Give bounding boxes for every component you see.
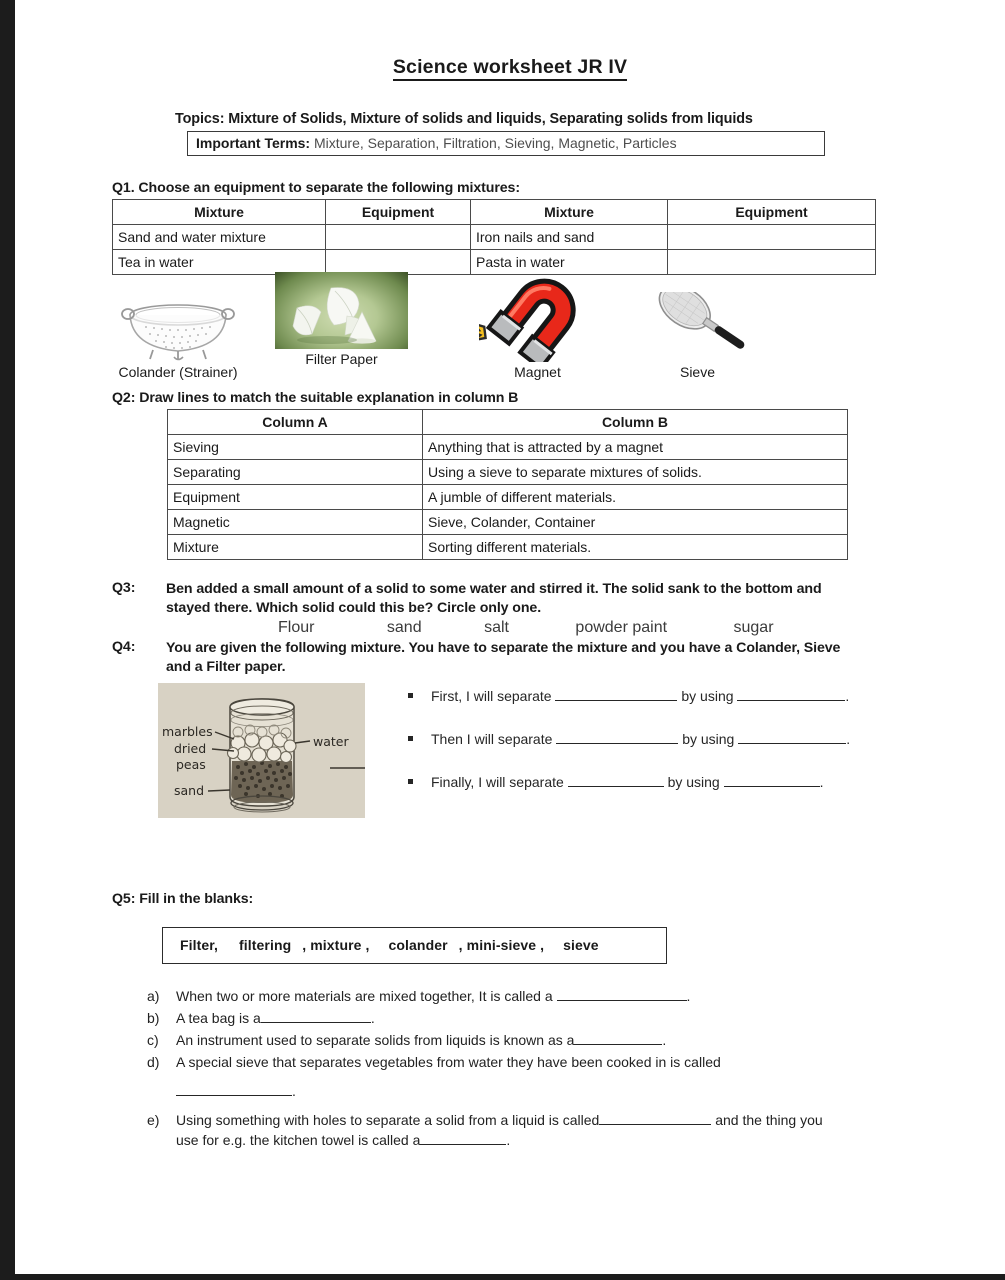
q1-mixture-cell: Tea in water [113, 250, 326, 275]
q5-word-bank [162, 927, 667, 964]
equipment-image-row [15, 284, 1005, 388]
q4-answer-lines [408, 688, 850, 817]
q1-table [112, 199, 876, 275]
item-text: A tea bag is a [176, 1010, 261, 1026]
q4-bullet-pre: Finally, I will separate [431, 774, 564, 790]
word-bank-term[interactable]: , mini-sieve , [458, 937, 545, 953]
bullet-square-icon [408, 779, 413, 784]
q4-bullet-pre: Then I will separate [431, 731, 553, 747]
q2-table [167, 409, 848, 560]
item-letter: a) [147, 988, 160, 1004]
table-header-row [113, 200, 876, 225]
q3-choice[interactable]: Flour [278, 619, 315, 636]
q2-term-cell[interactable]: Sieving [168, 435, 423, 460]
q2-definition-cell[interactable]: A jumble of different materials. [423, 485, 848, 510]
q4-blank-input[interactable] [555, 700, 677, 701]
scan-edge-left [0, 0, 15, 1280]
q5-heading: Q5: Fill in the blanks: [112, 891, 254, 907]
list-item [147, 1008, 936, 1028]
q2-heading: Q2: Draw lines to match the suitable explanation in column B [112, 390, 519, 406]
q4-line-1: You are given the following mixture. You have to separate the mixture and you have a Colander, Sieve [166, 640, 841, 656]
q2-term-cell[interactable]: Mixture [168, 535, 423, 560]
sieve-icon [625, 284, 770, 362]
item-letter: e) [147, 1112, 160, 1128]
scan-edge-bottom [0, 1274, 1005, 1280]
word-bank-term[interactable]: Filter, [180, 937, 219, 953]
equipment-caption: Magnet [514, 364, 561, 380]
item-text: When two or more materials are mixed together, It is called a [176, 988, 557, 1004]
bullet-square-icon [408, 736, 413, 741]
q5-blank-input[interactable] [557, 1000, 687, 1001]
item-text-end: . [506, 1132, 511, 1148]
q3-choice[interactable]: sugar [733, 619, 774, 636]
item-text: An instrument used to separate solids from liquids is known as a [176, 1032, 575, 1048]
q2-definition-cell[interactable]: Sorting different materials. [423, 535, 848, 560]
q4-bullet-end: . [845, 688, 850, 704]
q1-equipment-answer-cell[interactable] [668, 250, 876, 275]
item-text-line-2 [176, 1130, 936, 1150]
q2-col-header: Column A [168, 410, 423, 435]
q1-equipment-answer-cell[interactable] [326, 225, 471, 250]
q4-bullet-pre: First, I will separate [431, 688, 552, 704]
table-row[interactable] [168, 460, 848, 485]
q3-block [112, 580, 1005, 618]
colander-icon [103, 284, 253, 362]
q4-bullet-row [408, 774, 850, 790]
table-row [113, 250, 876, 275]
q4-bullet-row [408, 688, 850, 704]
q4-line-2: and a Filter paper. [166, 659, 286, 675]
q3-choices [166, 619, 1005, 637]
list-item [147, 1030, 936, 1050]
q3-choice[interactable]: salt [484, 619, 509, 636]
q5-blank-input[interactable] [176, 1095, 292, 1096]
item-text: Using something with holes to separate a solid from a liquid is called [176, 1112, 600, 1128]
q4-text [166, 639, 966, 677]
q1-mixture-cell: Iron nails and sand [471, 225, 668, 250]
equipment-item-colander [103, 284, 253, 380]
q3-line-1: Ben added a small amount of a solid to some water and stirred it. The solid sank to the bottom and [166, 581, 822, 597]
item-text: use for e.g. the kitchen towel is called a [176, 1132, 421, 1148]
q4-figure-and-answers [15, 683, 1005, 825]
item-letter: d) [147, 1054, 160, 1070]
q4-bullet-row [408, 731, 850, 747]
q4-blank-input[interactable] [738, 743, 846, 744]
svg-text:water: water [313, 734, 349, 749]
list-item [147, 1052, 936, 1072]
table-row[interactable] [168, 510, 848, 535]
important-terms-box [187, 131, 825, 156]
q3-number: Q3: [112, 580, 136, 596]
q2-term-cell[interactable]: Equipment [168, 485, 423, 510]
important-terms-value: Mixture, Separation, Filtration, Sieving, Magnetic, Particles [313, 135, 677, 151]
svg-text:dried: dried [174, 741, 207, 756]
table-row[interactable] [168, 435, 848, 460]
table-row [113, 225, 876, 250]
svg-text:sand: sand [174, 783, 205, 798]
q4-block [112, 639, 1005, 677]
mixture-jar-diagram [158, 683, 365, 818]
topics-line: Topics: Mixture of Solids, Mixture of solids and liquids, Separating solids from liquids [175, 111, 753, 127]
table-row[interactable] [168, 535, 848, 560]
equipment-item-filter-paper [275, 272, 408, 367]
q2-term-cell[interactable]: Separating [168, 460, 423, 485]
list-item-continuation [147, 1081, 936, 1101]
q5-blank-input[interactable] [420, 1144, 506, 1145]
item-text-end: . [370, 1010, 375, 1026]
q3-text [166, 580, 966, 618]
magnet-icon [465, 272, 610, 362]
word-bank-term[interactable]: sieve [563, 937, 599, 953]
q2-term-cell[interactable]: Magnetic [168, 510, 423, 535]
item-text-end: . [292, 1083, 296, 1099]
item-letter: b) [147, 1010, 160, 1026]
equipment-item-sieve [625, 284, 770, 380]
q4-blank-input[interactable] [556, 743, 678, 744]
worksheet-page [15, 0, 1005, 1274]
item-text-end: . [662, 1032, 667, 1048]
equipment-item-magnet [465, 272, 610, 380]
q5-blank-input[interactable] [574, 1044, 662, 1045]
word-bank-term[interactable]: , mixture , [302, 937, 370, 953]
q4-bullet-mid: by using [667, 774, 720, 790]
table-row[interactable] [168, 485, 848, 510]
q4-bullet-mid: by using [682, 731, 735, 747]
svg-text:peas: peas [176, 757, 206, 772]
filter-paper-icon [275, 272, 408, 349]
item-text: A special sieve that separates vegetables from water they have been cooked in is called [176, 1054, 721, 1070]
q5-items [147, 986, 1005, 1150]
q2-definition-cell[interactable]: Sieve, Colander, Container [423, 510, 848, 535]
q1-col-header: Mixture [471, 200, 668, 225]
q2-definition-cell[interactable]: Using a sieve to separate mixtures of solids. [423, 460, 848, 485]
q2-definition-cell[interactable]: Anything that is attracted by a magnet [423, 435, 848, 460]
q2-col-header: Column B [423, 410, 848, 435]
page-title [15, 0, 1005, 79]
bullet-square-icon [408, 693, 413, 698]
q1-mixture-cell: Pasta in water [471, 250, 668, 275]
q1-heading: Q1. Choose an equipment to separate the following mixtures: [112, 180, 520, 196]
q1-col-header: Mixture [113, 200, 326, 225]
table-header-row [168, 410, 848, 435]
q1-mixture-cell: Sand and water mixture [113, 225, 326, 250]
item-text-end: and the thing you [711, 1112, 823, 1128]
q1-col-header: Equipment [668, 200, 876, 225]
equipment-caption: Colander (Strainer) [118, 364, 238, 380]
q3-choice[interactable]: sand [386, 619, 422, 636]
item-text-end: . [686, 988, 691, 1004]
q3-line-2: stayed there. Which solid could this be? Circle only one. [166, 600, 542, 616]
q4-bullet-end: . [846, 731, 851, 747]
list-item [147, 1110, 936, 1150]
q1-equipment-answer-cell[interactable] [668, 225, 876, 250]
word-bank-term[interactable]: colander [388, 937, 448, 953]
word-bank-term[interactable]: filtering [239, 937, 292, 953]
page-title-text: Science worksheet JR IV [393, 56, 627, 81]
q4-blank-input[interactable] [737, 700, 845, 701]
list-item [147, 986, 936, 1006]
q4-blank-input[interactable] [724, 786, 820, 787]
equipment-caption: Sieve [679, 364, 716, 380]
q1-equipment-answer-cell[interactable] [326, 250, 471, 275]
svg-text:marbles: marbles [162, 724, 213, 739]
q4-number: Q4: [112, 639, 136, 655]
q4-bullet-mid: by using [681, 688, 734, 704]
q4-blank-input[interactable] [568, 786, 664, 787]
equipment-caption: Filter Paper [305, 351, 378, 367]
q3-choice[interactable]: powder paint [575, 619, 668, 636]
q1-col-header: Equipment [326, 200, 471, 225]
important-terms-label: Important Terms: [196, 135, 311, 151]
item-letter: c) [147, 1032, 159, 1048]
q5-blank-input[interactable] [261, 1022, 371, 1023]
q4-bullet-end: . [819, 774, 824, 790]
q5-blank-input[interactable] [599, 1124, 711, 1125]
